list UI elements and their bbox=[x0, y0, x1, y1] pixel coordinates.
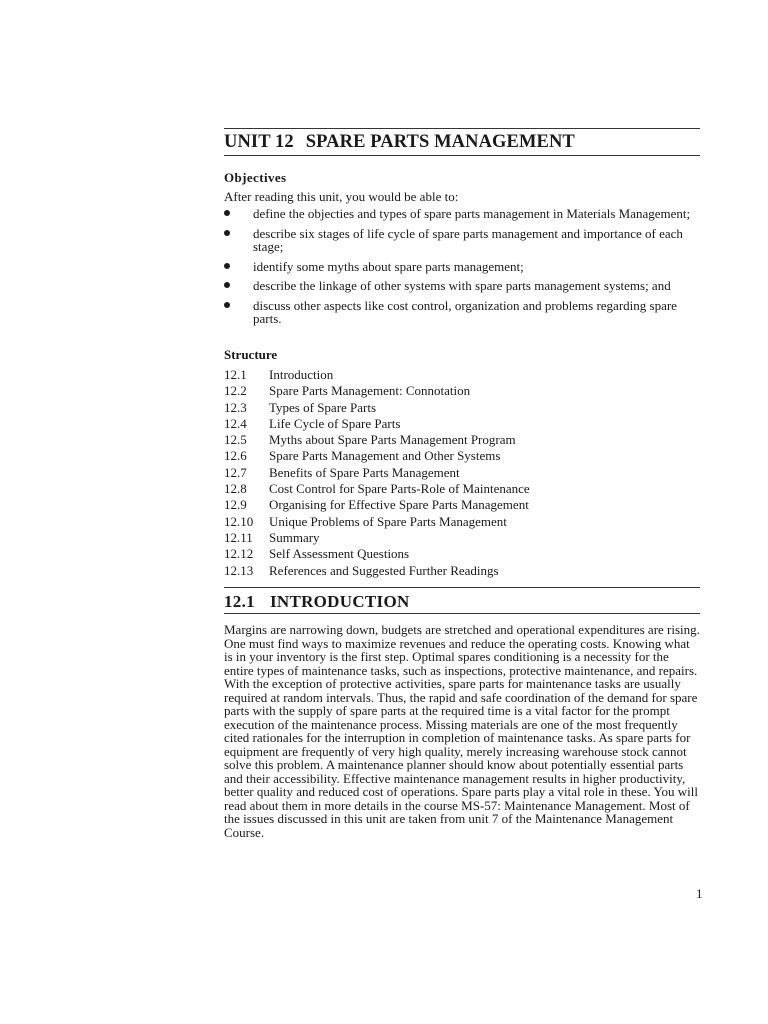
objective-text: discuss other aspects like cost control, organization and problems regarding spare parts. bbox=[253, 297, 677, 326]
objective-item bbox=[224, 207, 700, 221]
structure-heading: Structure bbox=[224, 347, 278, 362]
structure-number: 12.3 bbox=[224, 399, 247, 415]
objective-item bbox=[224, 299, 700, 326]
objective-text: describe six stages of life cycle of spare parts management and importance of each stage; bbox=[253, 225, 683, 254]
structure-row bbox=[224, 497, 700, 513]
introduction-paragraph: Margins are narrowing down, budgets are stretched and operational expenditures are rising. One must find ways to maximize revenues and reduce the operating costs. Knowing what is in your inventory is the first step. Optimal spares conditioning is a necessity for the entire types of maintenance tasks, such as inspections, protective maintenance, and repairs. With the exception of protective activities, spare parts for maintenance tasks are usually required at random intervals. Thus, the rapid and safe coordination of the demand for spare parts with the supply of spare parts at the required time is a vital factor for the prompt execution of the maintenance process. Missing materials are one of the most frequently cited rationales for the interruption in completion of maintenance tasks. As spare parts for equipment are frequently of very high quality, merely increasing warehouse stock cannot solve this problem. A maintenance planner should know about potentially essential parts and their accessibility. Effective maintenance management results in higher productivity, better quality and reduced cost of operations. Spare parts play a vital role in these. You will read about them in more details in the course MS-57: Maintenance Management. Most of the issues discussed in this unit are taken from unit 7 of the Maintenance Management Course. bbox=[224, 622, 700, 840]
title-top-rule bbox=[224, 128, 700, 129]
structure-row bbox=[224, 546, 700, 562]
structure-row bbox=[224, 514, 700, 530]
section-top-rule bbox=[224, 587, 700, 588]
objectives-intro: After reading this unit, you would be able to: bbox=[224, 189, 459, 204]
section-bottom-rule bbox=[224, 613, 700, 614]
structure-title: Unique Problems of Spare Parts Management bbox=[269, 513, 507, 529]
structure-row bbox=[224, 367, 700, 383]
unit-title-text: SPARE PARTS MANAGEMENT bbox=[305, 132, 575, 152]
objective-item bbox=[224, 260, 700, 274]
structure-title: Organising for Effective Spare Parts Management bbox=[269, 497, 529, 513]
structure-number: 12.4 bbox=[224, 415, 247, 431]
objectives-list bbox=[224, 207, 700, 332]
structure-title: Self Assessment Questions bbox=[269, 546, 410, 562]
structure-number: 12.6 bbox=[224, 448, 247, 464]
bullet-icon bbox=[224, 263, 230, 269]
structure-row bbox=[224, 465, 700, 481]
unit-number: UNIT 12 bbox=[224, 132, 294, 152]
title-bottom-rule bbox=[224, 155, 700, 156]
structure-row bbox=[224, 383, 700, 399]
structure-number: 12.1 bbox=[224, 367, 247, 382]
structure-number: 12.9 bbox=[224, 497, 247, 513]
structure-number: 12.2 bbox=[224, 383, 247, 399]
structure-number: 12.5 bbox=[224, 432, 247, 448]
bullet-icon bbox=[224, 230, 230, 236]
structure-title: Life Cycle of Spare Parts bbox=[269, 415, 401, 431]
section-title bbox=[224, 592, 410, 612]
structure-number: 12.13 bbox=[224, 562, 254, 578]
page-number: 1 bbox=[696, 886, 703, 901]
structure-number: 12.7 bbox=[224, 464, 247, 480]
structure-row bbox=[224, 416, 700, 432]
objectives-heading: Objectives bbox=[224, 170, 287, 185]
structure-row bbox=[224, 563, 700, 579]
section-title-text: INTRODUCTION bbox=[269, 592, 410, 611]
section-number: 12.1 bbox=[224, 592, 255, 611]
structure-row bbox=[224, 400, 700, 416]
structure-row bbox=[224, 432, 700, 448]
bullet-icon bbox=[224, 210, 230, 216]
structure-list bbox=[224, 367, 700, 579]
objective-text: identify some myths about spare parts management; bbox=[253, 258, 524, 274]
structure-title: Introduction bbox=[269, 367, 334, 382]
objective-text: describe the linkage of other systems with spare parts management systems; and bbox=[253, 278, 671, 293]
structure-number: 12.10 bbox=[224, 513, 254, 529]
structure-row bbox=[224, 530, 700, 546]
structure-title: Spare Parts Management: Connotation bbox=[269, 383, 471, 399]
objective-item bbox=[224, 227, 700, 254]
structure-title: Summary bbox=[269, 529, 320, 545]
structure-title: Types of Spare Parts bbox=[269, 399, 377, 415]
structure-row bbox=[224, 481, 700, 497]
bullet-icon bbox=[224, 282, 230, 288]
unit-title bbox=[224, 132, 575, 153]
structure-number: 12.11 bbox=[224, 529, 253, 545]
structure-title: References and Suggested Further Readings bbox=[269, 562, 499, 578]
structure-row bbox=[224, 448, 700, 464]
structure-title: Myths about Spare Parts Management Program bbox=[269, 432, 516, 448]
structure-title: Benefits of Spare Parts Management bbox=[269, 464, 460, 480]
objective-item bbox=[224, 279, 700, 293]
bullet-icon bbox=[224, 302, 230, 308]
structure-number: 12.8 bbox=[224, 481, 247, 497]
structure-title: Spare Parts Management and Other Systems bbox=[269, 448, 501, 464]
structure-title: Cost Control for Spare Parts-Role of Maintenance bbox=[269, 481, 530, 497]
structure-number: 12.12 bbox=[224, 546, 254, 562]
objective-text: define the objecties and types of spare parts management in Materials Management; bbox=[253, 206, 691, 221]
